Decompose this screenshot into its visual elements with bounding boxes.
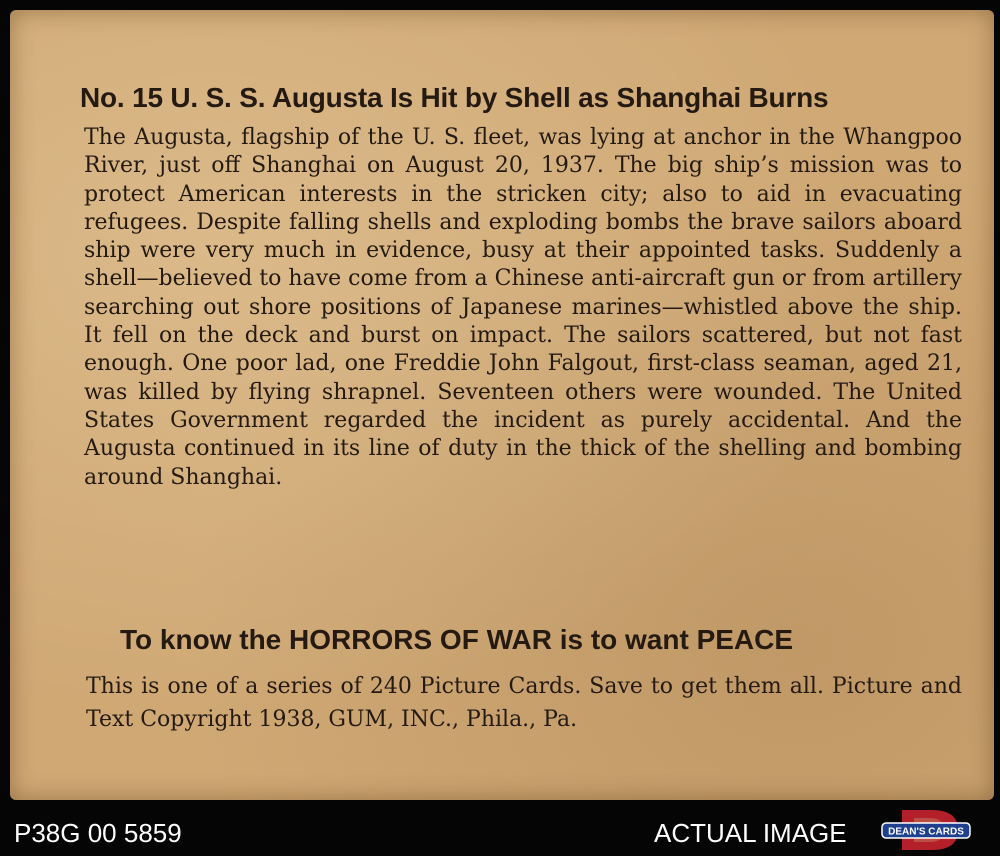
card-title: No. 15 U. S. S. Augusta Is Hit by Shell as Shanghai Burns [80, 82, 829, 113]
actual-image-label: ACTUAL IMAGE [654, 818, 847, 848]
series-copyright-text: This is one of a series of 240 Picture Cards. Save to get them all. Picture and Text Copyright 1938, GUM, INC., Phila., Pa. [86, 674, 962, 732]
card-description: The Augusta, flagship of the U. S. fleet, was lying at anchor in the Whangpoo River, just off Shanghai on August 20, 1937. The big ship’s mission was to protect American interests in the stricken city; also to aid in evacuating refugees. Despite falling shells and exploding bombs the brave sailors aboard ship were very much in evidence, busy at their appointed tasks. Suddenly a shell—believed to have come from a Chinese anti-aircraft gun or from artillery searching out shore positions of Japanese marines—whistled above the ship. It fell on the deck and burst on impact. The sailors scattered, but not fast enough. One poor lad, one Freddie John Falgout, first-class seaman, aged 21, was killed by flying shrapnel. Seventeen others were wounded. The United States Government regarded the incident as purely accidental. And the Augusta continued in its line of duty in the thick of the shelling and bombing around Shanghai. [84, 125, 962, 490]
catalog-id: P38G 00 5859 [14, 818, 182, 848]
deans-cards-logo-icon [880, 808, 972, 852]
logo-text: DEAN'S CARDS [888, 826, 964, 838]
card-slogan: To know the HORRORS OF WAR is to want PEACE [120, 624, 794, 655]
